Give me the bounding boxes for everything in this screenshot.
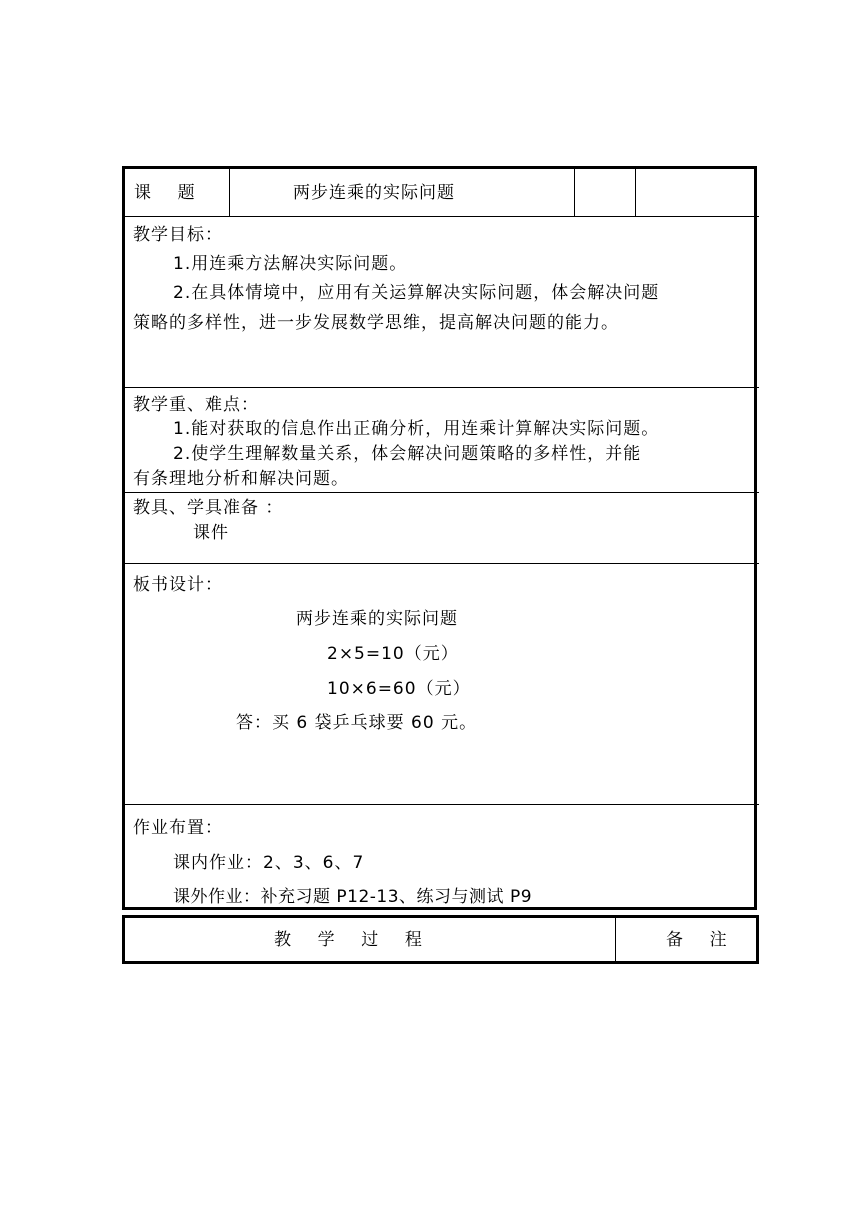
row-separator-3 — [122, 492, 759, 493]
keypoint-item-2-line-1: 2.使学生理解数量关系，体会解决问题策略的多样性，并能 — [173, 444, 642, 464]
process-table — [122, 915, 759, 964]
homework-heading: 作业布置： — [133, 818, 223, 838]
keypoint-item-1: 1.能对获取的信息作出正确分析，用连乘计算解决实际问题。 — [173, 419, 660, 439]
homework-inclass: 课内作业：2、3、6、7 — [173, 853, 365, 873]
tools-item: 课件 — [193, 523, 229, 543]
topic-label: 课 题 — [134, 183, 196, 203]
process-table-divider — [615, 918, 616, 961]
board-heading: 板书设计： — [133, 575, 223, 595]
board-answer: 答：买 6 袋乒乓球要 60 元。 — [236, 713, 478, 733]
board-equation-1: 2×5=10（元） — [327, 644, 459, 664]
keypoint-item-2-line-2: 有条理地分析和解决问题。 — [133, 469, 349, 489]
notes-label: 备 注 — [666, 930, 728, 950]
objective-item-2-line-1: 2.在具体情境中，应用有关运算解决实际问题，体会解决问题 — [173, 283, 660, 303]
header-divider-2 — [574, 168, 575, 216]
objectives-heading: 教学目标： — [133, 225, 223, 245]
topic-title: 两步连乘的实际问题 — [293, 183, 455, 203]
homework-outclass: 课外作业：补充习题 P12-13、练习与测试 P9 — [173, 887, 533, 907]
row-separator-5 — [122, 804, 759, 805]
row-separator-2 — [122, 387, 759, 388]
tools-heading: 教具、学具准备 ： — [133, 498, 284, 518]
row-separator-1 — [122, 216, 759, 217]
header-divider-1 — [229, 168, 230, 216]
objective-item-2-line-2: 策略的多样性，进一步发展数学思维，提高解决问题的能力。 — [133, 313, 619, 333]
process-label: 教 学 过 程 — [274, 930, 423, 950]
keypoints-heading: 教学重、难点： — [133, 395, 259, 415]
row-separator-4 — [122, 563, 759, 564]
objective-item-1: 1.用连乘方法解决实际问题。 — [173, 254, 408, 274]
board-title: 两步连乘的实际问题 — [296, 609, 458, 629]
board-equation-2: 10×6=60（元） — [327, 679, 471, 699]
header-divider-3 — [635, 168, 636, 216]
